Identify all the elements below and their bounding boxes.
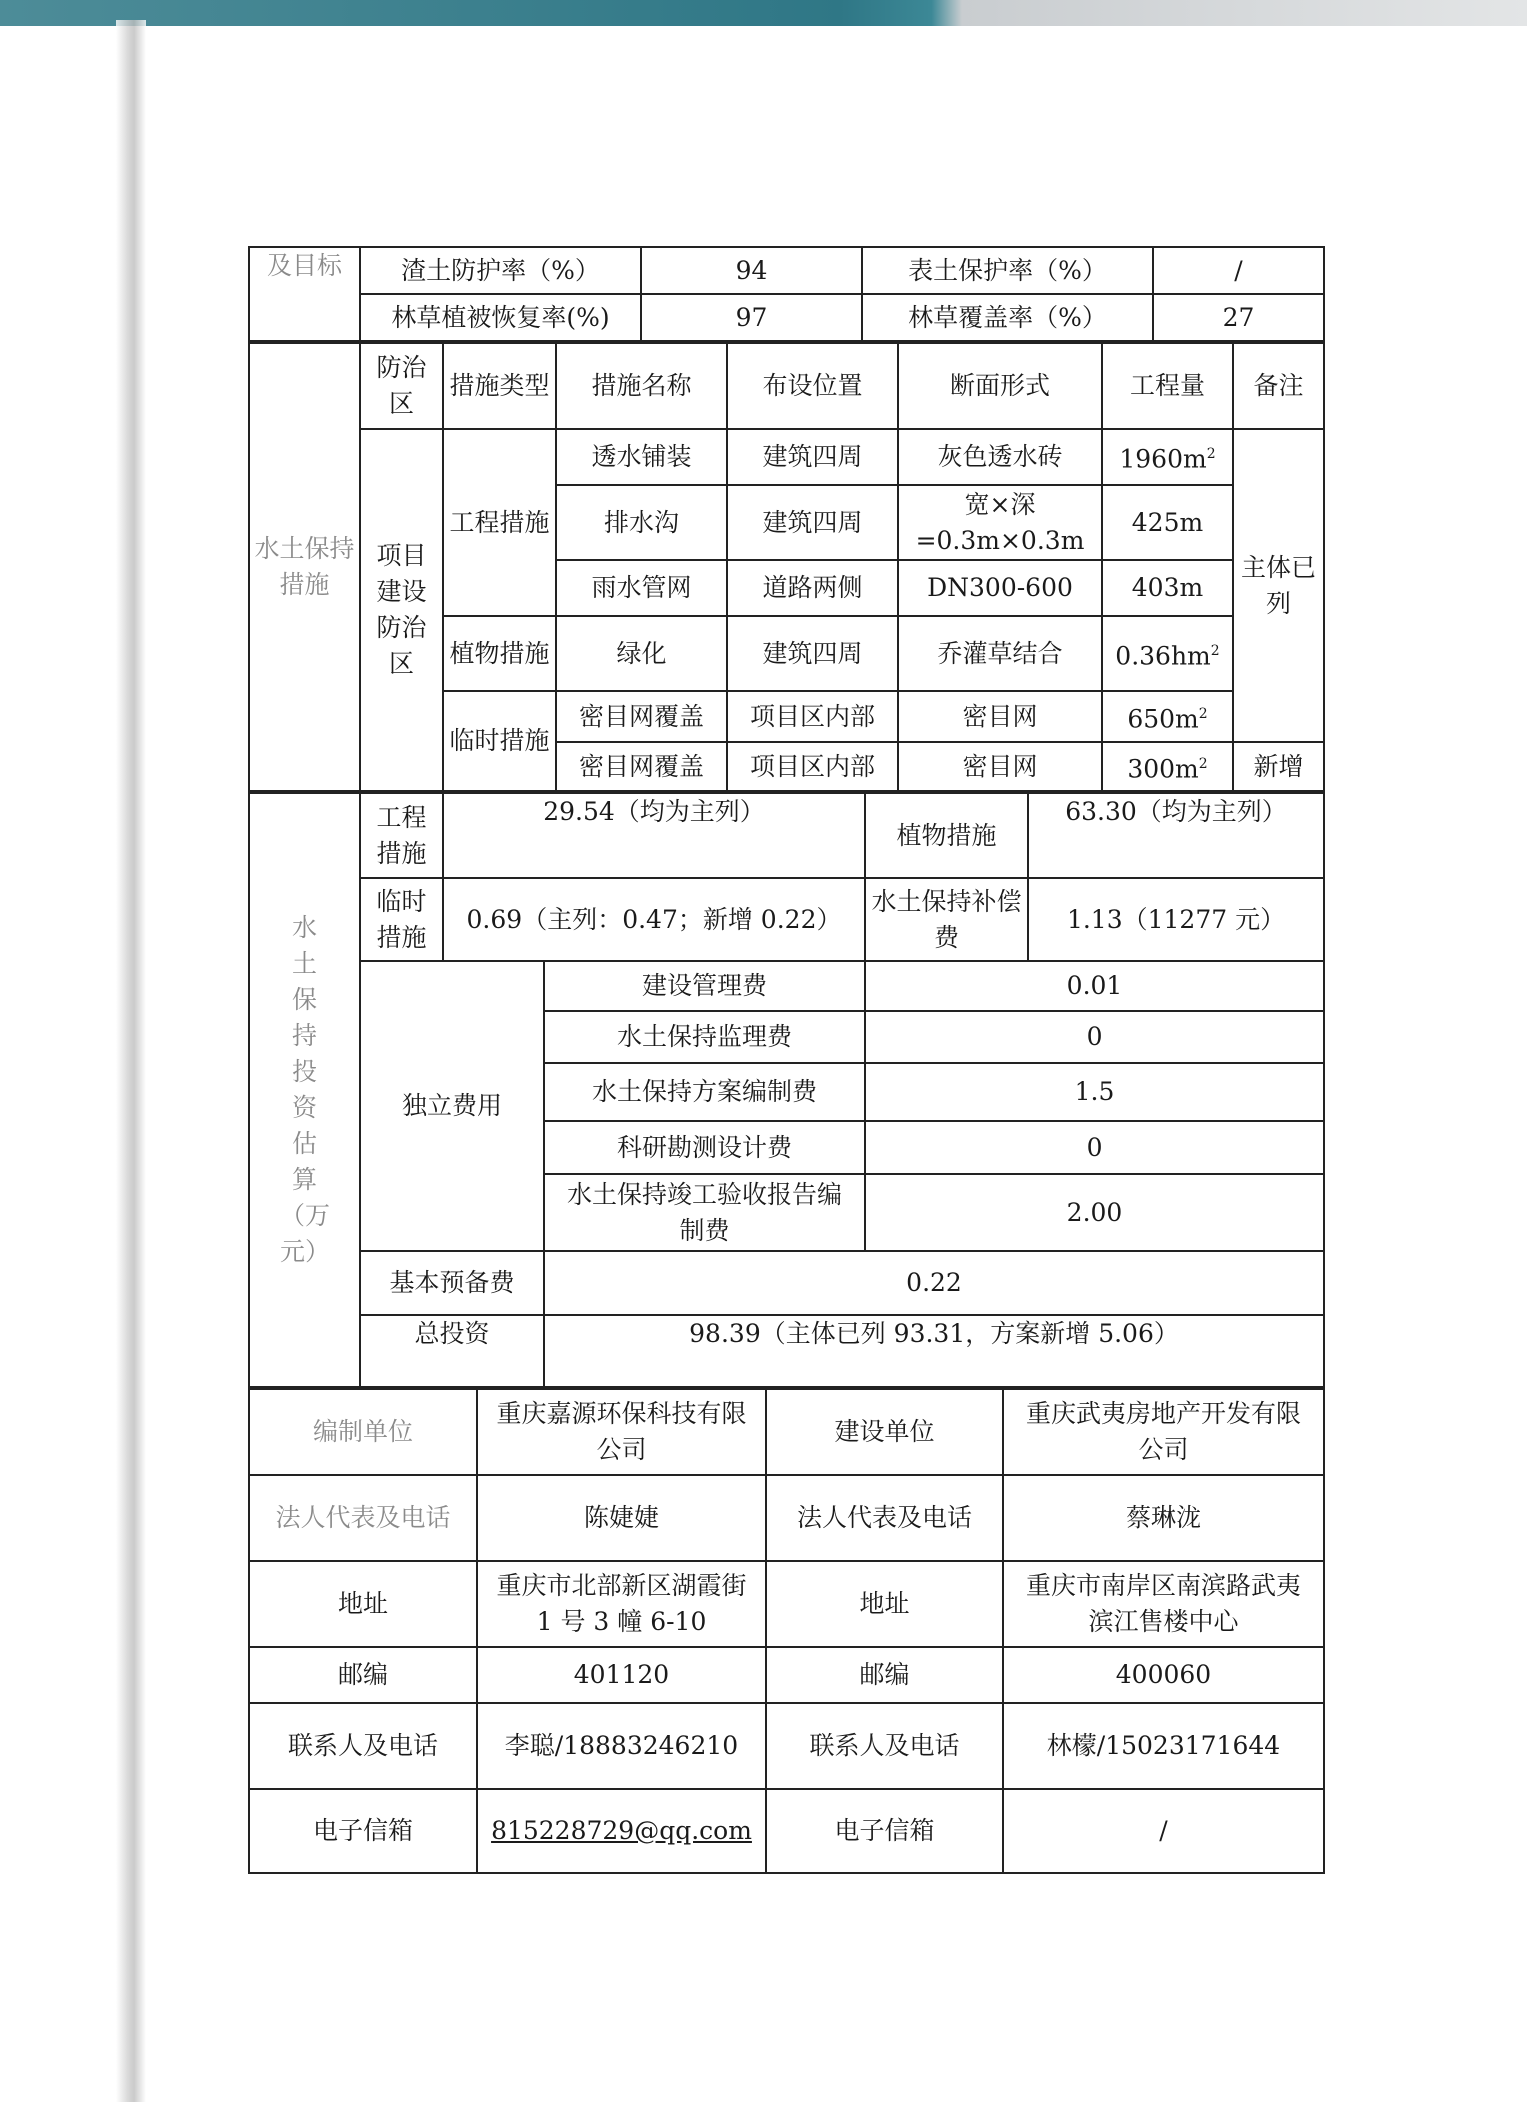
inv-value: 63.30（均为主列） <box>1028 793 1324 878</box>
measure-name: 密目网覆盖 <box>556 742 727 791</box>
contact-label: 电子信箱 <box>249 1789 477 1873</box>
contact-label: 建设单位 <box>766 1389 1003 1475</box>
inv-value: 29.54（均为主列） <box>443 793 865 878</box>
investment-section-label: 水土保持投资估算（万元） <box>249 793 360 1387</box>
contact-value: 重庆市北部新区湖霞街 1 号 3 幢 6-10 <box>477 1561 766 1647</box>
contact-value: 401120 <box>477 1647 766 1703</box>
header-cell: 防治区 <box>360 343 443 429</box>
contact-value: 重庆武夷房地产开发有限公司 <box>1003 1389 1324 1475</box>
qty-sup: 2 <box>1198 705 1208 722</box>
measure-location: 道路两侧 <box>727 560 898 616</box>
reserve-value: 0.22 <box>544 1251 1324 1315</box>
contact-value: 重庆市南岸区南滨路武夷滨江售楼中心 <box>1003 1561 1324 1647</box>
measure-section: 灰色透水砖 <box>898 429 1102 485</box>
fee-value: 0 <box>865 1011 1324 1063</box>
targets-table <box>248 246 1325 342</box>
header-cell: 备注 <box>1233 343 1324 429</box>
measure-qty <box>1102 560 1233 616</box>
qty-value: 403m <box>1131 573 1204 602</box>
contact-value: 李聪/18883246210 <box>477 1703 766 1789</box>
qty-sup: 2 <box>1198 755 1208 772</box>
header-cell: 布设位置 <box>727 343 898 429</box>
qty-value: 425m <box>1131 507 1204 537</box>
measures-section-label: 水土保持措施 <box>249 343 360 791</box>
inv-value: 0.69（主列：0.47；新增 0.22） <box>443 878 865 961</box>
measure-location: 建筑四周 <box>727 616 898 691</box>
qty-sup: 2 <box>1206 446 1216 463</box>
fee-value: 2.00 <box>865 1174 1324 1251</box>
fee-value: 0.01 <box>865 961 1324 1011</box>
scan-top-edge <box>0 0 1527 26</box>
scan-binding-shadow <box>116 20 146 2102</box>
measure-qty <box>1102 616 1233 691</box>
measure-section: DN300-600 <box>898 560 1102 616</box>
fee-label: 水土保持竣工验收报告编制费 <box>544 1174 865 1251</box>
document-form <box>248 246 1323 1874</box>
measure-location: 项目区内部 <box>727 742 898 791</box>
header-cell: 工程量 <box>1102 343 1233 429</box>
fee-value: 1.5 <box>865 1063 1324 1121</box>
fee-label: 水土保持监理费 <box>544 1011 865 1063</box>
contact-label: 联系人及电话 <box>766 1703 1003 1789</box>
contact-value: 400060 <box>1003 1647 1324 1703</box>
qty-value: 300m <box>1127 754 1199 784</box>
zone-cell: 项目建设防治区 <box>360 429 443 791</box>
measure-name: 透水铺装 <box>556 429 727 485</box>
header-cell: 措施名称 <box>556 343 727 429</box>
measure-name: 密目网覆盖 <box>556 691 727 742</box>
note-cell: 主体已列 <box>1233 429 1324 742</box>
qty-value: 0.36hm <box>1115 641 1211 671</box>
inv-value: 1.13（11277 元） <box>1028 878 1324 961</box>
measure-qty <box>1102 691 1233 742</box>
measure-qty <box>1102 429 1233 485</box>
reserve-label: 基本预备费 <box>360 1251 544 1315</box>
contact-value: 陈婕婕 <box>477 1475 766 1561</box>
contacts-table <box>248 1388 1325 1874</box>
contact-value: / <box>1003 1789 1324 1873</box>
fee-label: 建设管理费 <box>544 961 865 1011</box>
qty-value: 650m <box>1127 704 1199 734</box>
measure-location: 建筑四周 <box>727 429 898 485</box>
measure-location: 项目区内部 <box>727 691 898 742</box>
email-link[interactable]: 815228729@qq.com <box>477 1789 766 1873</box>
contact-value: 蔡琳泷 <box>1003 1475 1324 1561</box>
measure-name: 排水沟 <box>556 485 727 560</box>
independent-label: 独立费用 <box>360 961 544 1251</box>
measure-qty <box>1102 742 1233 791</box>
type-cell: 工程措施 <box>443 429 556 616</box>
contact-label: 地址 <box>766 1561 1003 1647</box>
measure-location: 建筑四周 <box>727 485 898 560</box>
qty-sup: 2 <box>1210 642 1220 659</box>
type-cell: 植物措施 <box>443 616 556 691</box>
measure-qty <box>1102 485 1233 560</box>
targets-section-label: 及目标 <box>249 247 360 341</box>
contact-label: 法人代表及电话 <box>249 1475 477 1561</box>
measure-section: 宽×深=0.3m×0.3m <box>898 485 1102 560</box>
target-value: 94 <box>641 247 862 294</box>
target-value: / <box>1153 247 1324 294</box>
target-label: 渣土防护率（%） <box>360 247 641 294</box>
measure-name: 雨水管网 <box>556 560 727 616</box>
contact-label: 邮编 <box>766 1647 1003 1703</box>
contact-label: 编制单位 <box>249 1389 477 1475</box>
header-cell: 措施类型 <box>443 343 556 429</box>
fee-value: 0 <box>865 1121 1324 1174</box>
measure-section: 密目网 <box>898 691 1102 742</box>
header-cell: 断面形式 <box>898 343 1102 429</box>
inv-label: 工程措施 <box>360 793 443 878</box>
fee-label: 科研勘测设计费 <box>544 1121 865 1174</box>
target-label: 林草植被恢复率(%) <box>360 294 641 341</box>
type-cell: 临时措施 <box>443 691 556 791</box>
measure-section: 乔灌草结合 <box>898 616 1102 691</box>
contact-label: 电子信箱 <box>766 1789 1003 1873</box>
target-value: 97 <box>641 294 862 341</box>
total-label: 总投资 <box>360 1315 544 1387</box>
target-value: 27 <box>1153 294 1324 341</box>
fee-label: 水土保持方案编制费 <box>544 1063 865 1121</box>
measure-name: 绿化 <box>556 616 727 691</box>
target-label: 表土保护率（%） <box>862 247 1153 294</box>
investment-table <box>248 792 1325 1388</box>
inv-label: 水土保持补偿费 <box>865 878 1028 961</box>
contact-label: 地址 <box>249 1561 477 1647</box>
contact-value: 林檬/15023171644 <box>1003 1703 1324 1789</box>
target-label: 林草覆盖率（%） <box>862 294 1153 341</box>
contact-label: 联系人及电话 <box>249 1703 477 1789</box>
qty-value: 1960m <box>1119 444 1207 474</box>
contact-label: 邮编 <box>249 1647 477 1703</box>
contact-value: 重庆嘉源环保科技有限公司 <box>477 1389 766 1475</box>
measures-table <box>248 342 1325 792</box>
total-value: 98.39（主体已列 93.31，方案新增 5.06） <box>544 1315 1324 1387</box>
contact-label: 法人代表及电话 <box>766 1475 1003 1561</box>
measure-section: 密目网 <box>898 742 1102 791</box>
inv-label: 植物措施 <box>865 793 1028 878</box>
note-cell: 新增 <box>1233 742 1324 791</box>
inv-label: 临时措施 <box>360 878 443 961</box>
